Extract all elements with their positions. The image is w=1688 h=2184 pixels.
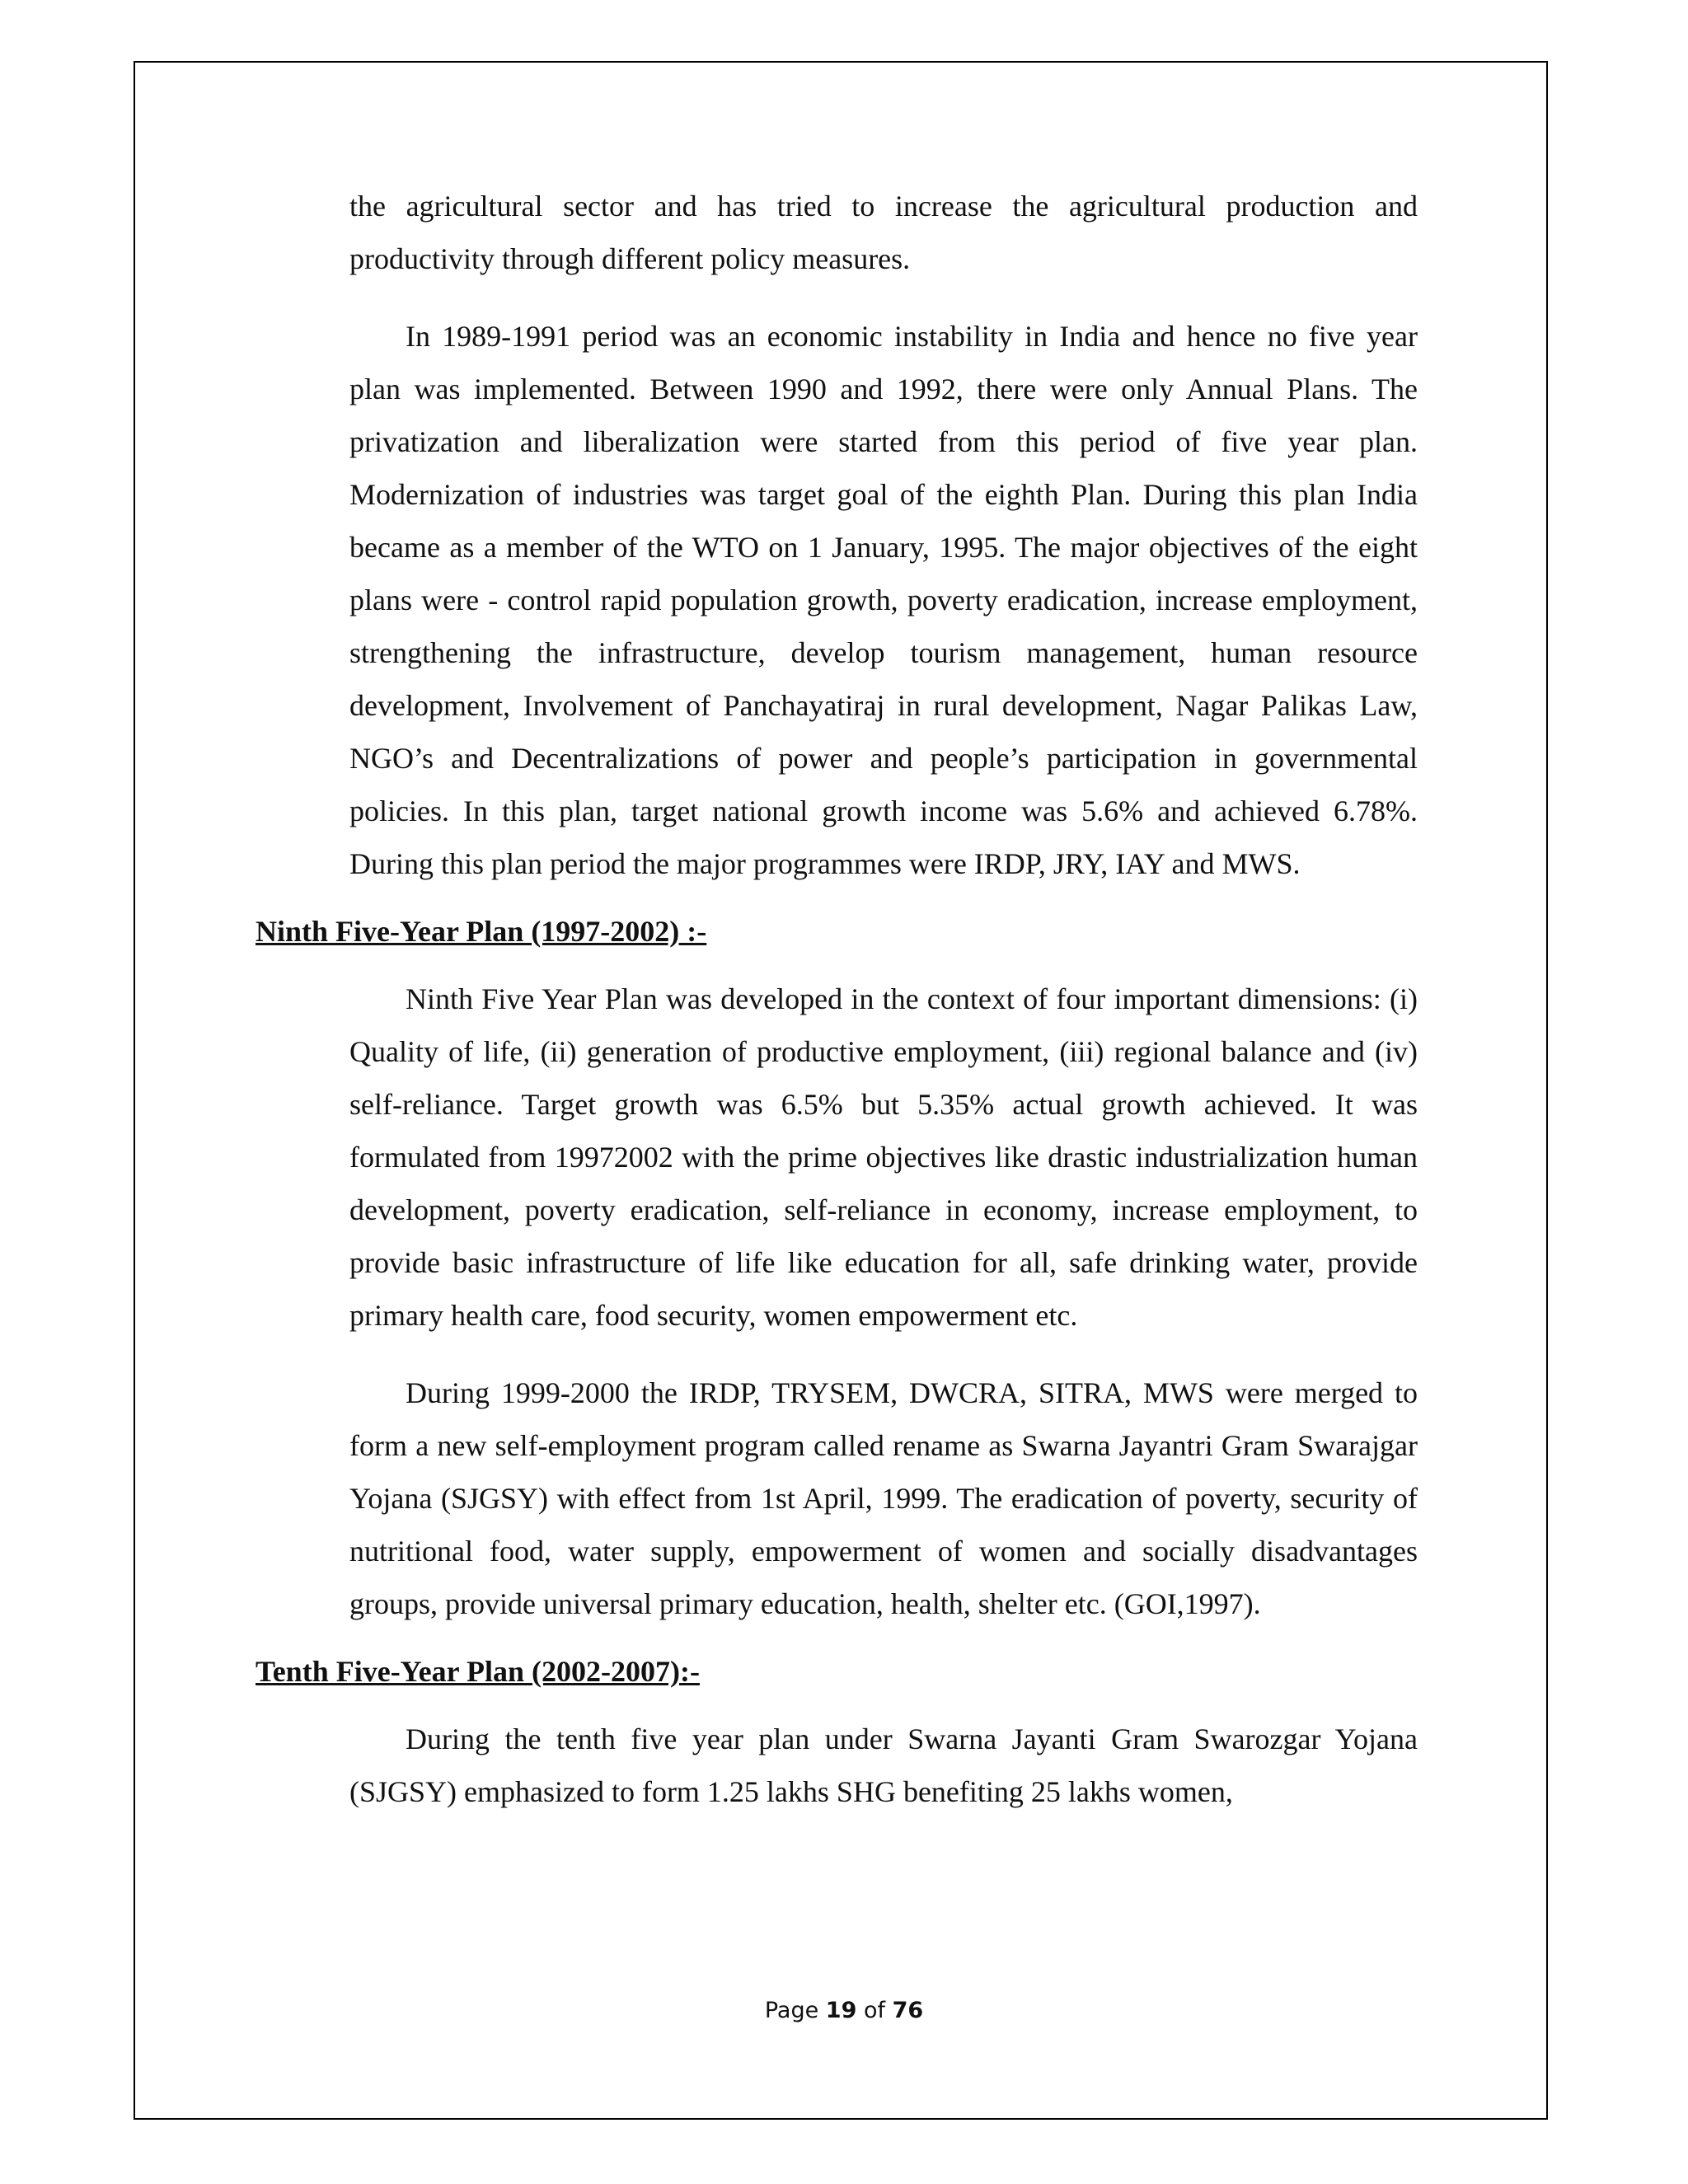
of-label: of bbox=[863, 1998, 885, 2023]
heading-tenth-plan: Tenth Five-Year Plan (2002-2007):- bbox=[256, 1655, 700, 1688]
page-label: Page bbox=[764, 1998, 819, 2023]
paragraph-tenth-plan-1: During the tenth five year plan under Swarna Jayanti Gram Swarozgar Yojana (SJGSY) emphasized to form 1.25 lakhs SHG benefiting 25 lakhs women, bbox=[349, 1722, 1418, 1808]
document-body bbox=[256, 180, 1418, 1818]
paragraph-ninth-plan-2: During 1999-2000 the IRDP, TRYSEM, DWCRA, SITRA, MWS were merged to form a new self-employment program called rename as Swarna Jayantri Gram Swarajgar Yojana (SJGSY) with effect from 1st April, 1999. The eradication of poverty, security of nutritional food, water supply, empowerment of women and socially disadvantages groups, provide universal primary education, health, shelter etc. (GOI,1997). bbox=[349, 1376, 1418, 1620]
paragraph-eighth-plan: In 1989-1991 period was an economic instability in India and hence no five year plan was implemented. Between 1990 and 1992, there were only Annual Plans. The privatization and liberalization were started from this period of five year plan. Modernization of industries was target goal of the eighth Plan. During this plan India became as a member of the WTO on 1 January, 1995. The major objectives of the eight plans were - control rapid population growth, poverty eradication, increase employment, strengthening the infrastructure, develop tourism management, human resource development, Involvement of Panchayatiraj in rural development, Nagar Palikas Law, NGO’s and Decentralizations of power and people’s participation in governmental policies. In this plan, target national growth income was 5.6% and achieved 6.78%. During this plan period the major programmes were IRDP, JRY, IAY and MWS. bbox=[349, 320, 1418, 880]
total-page-count: 76 bbox=[892, 1998, 924, 2023]
heading-ninth-plan: Ninth Five-Year Plan (1997-2002) :- bbox=[256, 915, 707, 948]
current-page-number: 19 bbox=[825, 1998, 857, 2023]
paragraph-continued: the agricultural sector and has tried to increase the agricultural production and productivity through different policy measures. bbox=[349, 190, 1418, 275]
page-footer bbox=[0, 1998, 1688, 2023]
paragraph-ninth-plan-1: Ninth Five Year Plan was developed in the context of four important dimensions: (i) Quality of life, (ii) generation of productive employment, (iii) regional balance and (iv) self-reliance. Target growth was 6.5% but 5.35% actual growth achieved. It was formulated from 19972002 with the prime objectives like drastic industrialization human development, poverty eradication, self-reliance in economy, increase employment, to provide basic infrastructure of life like education for all, safe drinking water, provide primary health care, food security, women empowerment etc. bbox=[349, 982, 1418, 1332]
